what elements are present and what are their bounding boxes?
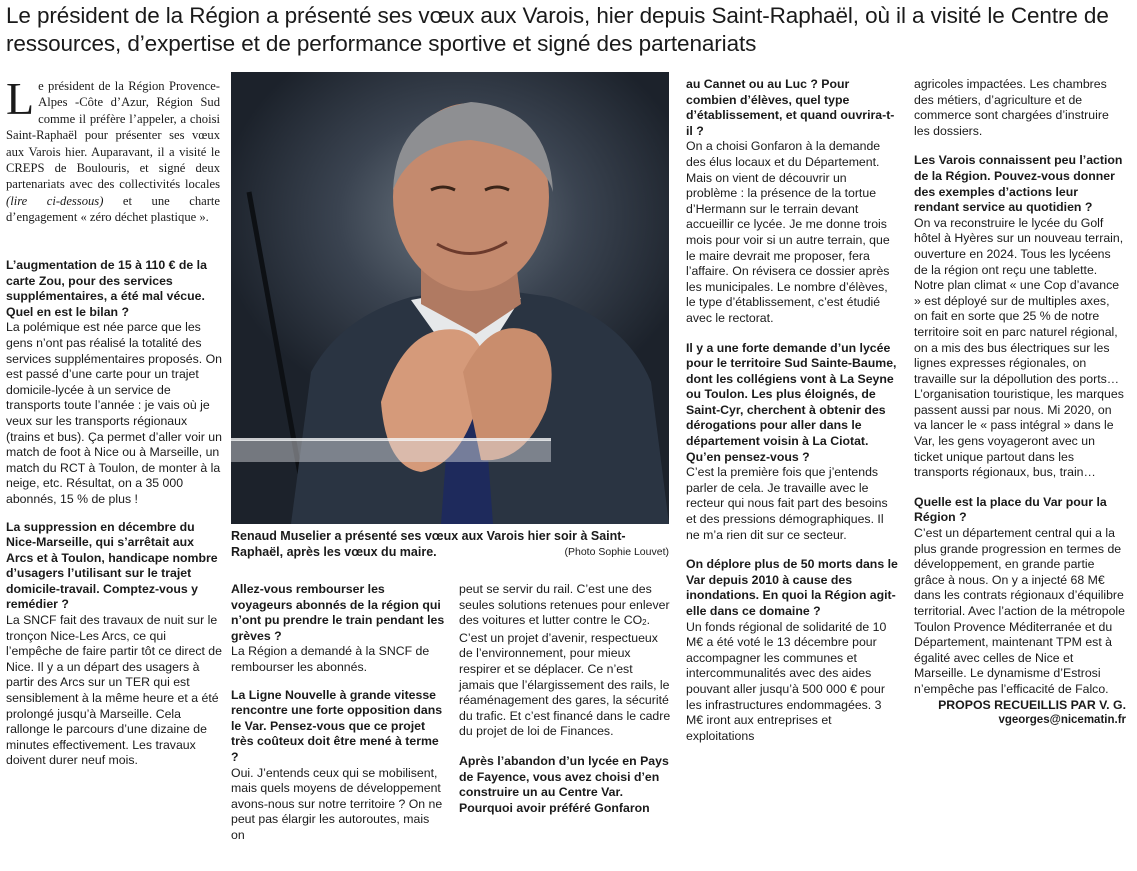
photo-illustration	[231, 72, 669, 524]
byline: PROPOS RECUEILLIS PAR V. G.	[938, 697, 1126, 712]
caption-text: Renaud Muselier a présenté ses vœux aux Varois hier soir à Saint-Raphaël, après les vœux du maire.	[231, 529, 626, 559]
column-2	[231, 582, 445, 844]
answer: La SNCF fait des travaux de nuit sur le tronçon Nice-Les Arcs, ce qui l’empêche de faire partir tôt ce direct de Nice. Il y a un départ des usagers à partir des Arcs sur un TER qui est sensiblement à la même heure et a été prolongé jusqu’à Marseille. Cela rallonge le parcours d’une dizaine de minutes effectivement. Les travaux doivent durer neuf mois.	[6, 613, 222, 768]
column-4	[686, 77, 898, 744]
author-email: vgeorges@nicematin.fr	[998, 714, 1126, 727]
answer: La Région a demandé à la SNCF de rembourser les abonnés.	[231, 644, 430, 674]
question: au Cannet ou au Luc ? Pour combien d’élèves, quel type d’établissement, et quand ouvrira-t-il ?	[686, 77, 895, 138]
photo-caption	[231, 528, 669, 560]
column-3	[459, 582, 671, 816]
question: La Ligne Nouvelle à grande vitesse rencontre une forte opposition dans le Var. Pensez-vous que ce projet très coûteux doit être mené à terme ?	[231, 687, 443, 764]
intro-text-end: et une charte d’engagement « zéro déchet plastique ».	[6, 193, 220, 225]
intro-aside: (lire ci-dessous)	[6, 193, 104, 208]
answer: Oui. J’entends ceux qui se mobilisent, mais quels moyens de développement avons-nous sur notre territoire ? On ne peut pas élargir les autoroutes, mais on	[231, 765, 443, 842]
answer: agricoles impactées. Les chambres des métiers, d’agriculture et de commerce sont chargées d’instruire les dossiers.	[914, 77, 1109, 138]
answer: Un fonds régional de solidarité de 10 M€ a été voté le 13 décembre pour accompagner les communes et intercommunalités avec des aides pouvant aller jusqu’à 500 000 € pour les infrastructures endommagées. 3 M€ iront aux entreprises et exploitations	[686, 619, 887, 743]
intro-text: e président de la Région Provence-Alpes -Côte d’Azur, Région Sud comme il préfère l’appeler, a choisi Saint-Raphaël pour présenter ses vœux aux Varois hier. Auparavant, il a visité le CREPS de Boulouris, et signé deux partenariats avec des collectivités locales	[6, 79, 220, 192]
photo-credit: (Photo Sophie Louvet)	[564, 546, 669, 558]
question: On déplore plus de 50 morts dans le Var depuis 2010 à cause des inondations. En quoi la Région agit-elle dans ce domaine ?	[686, 557, 898, 618]
answer: On a choisi Gonfaron à la demande des élus locaux et du Département. Mais on vient de découvrir un problème : la présence de la tortue d’Hermann sur le terrain devant accueillir ce lycée. Je me donne trois mois pour voir si un autre terrain, que le maire devrait me proposer, fera l’affaire. On révisera ce dossier après les municipales. Le nombre d’élèves, le type d’établissement, c’est étudié avec le rectorat.	[686, 139, 890, 325]
subscript: 2	[642, 618, 647, 628]
column-1	[6, 258, 222, 769]
answer: On va reconstruire le lycée du Golf hôtel à Hyères sur un nouveau terrain, ouverture en 2024. Tous les lycéens de la région ont reçu une tablette. Notre plan climat « une Cop d’avance » est déployé sur de multiples axes, on fait en sorte que 25 % de notre territoire soit en parc naturel régional, on a mis des bus électriques sur les lignes expresses régionales, on travaille sur la dépollution des ports… L’organisation touristique, les marques passent aussi par nous. Mi 2020, on va lancer le « pass intégral » dans le Var, les gens voyageront avec un ticket unique partout dans les transports régionaux, bus, train…	[914, 215, 1124, 480]
question: L’augmentation de 15 à 110 € de la carte Zou, pour des services supplémentaires, a été mal vécue. Quel en est le bilan ?	[6, 258, 207, 319]
answer: La polémique est née parce que les gens n’ont pas réalisé la totalité des services supplémentaires proposés. On est passé d’une carte pour un trajet domicile-lycée à un service de transports toute l’année : je vais où je veux sur les transports régionaux (trains et bus). Ça permet d’aller voir un match de foot à Nice ou à Marseille, un match du RCT à Toulon, de monter à la neige, etc. Résultat, on a 35 000 abonnés, 15 % de plus !	[6, 320, 222, 506]
answer-part: . C’est un projet d’avenir, respectueux de l’environnement, pour mieux respirer et se déplacer. Ce n’est jamais que l’élargissement des rails, le réaménagement des gares, la sécurité du trafic. Et c’est financé dans le cadre du projet de loi de Finances.	[459, 613, 671, 739]
dropcap: L	[6, 73, 35, 124]
answer: C’est la première fois que j’entends parler de cela. Je travaille avec le recteur qui nous fait part des besoins et des pressions démographiques. Il ne m’a rien dit sur ce secteur.	[686, 465, 888, 542]
question: Allez-vous rembourser les voyageurs abonnés de la région qui n’ont pu prendre le train pendant les grèves ?	[231, 582, 445, 643]
question: Après l’abandon d’un lycée en Pays de Fayence, vous avez choisi d’en construire un au Centre Var. Pourquoi avoir préféré Gonfaron	[459, 753, 669, 815]
intro-paragraph	[6, 73, 220, 226]
answer-part: peut se servir du rail. C’est une des seules solutions retenues pour enlever des voitures et lutter contre le CO	[459, 582, 670, 628]
headline: Le président de la Région a présenté ses vœux aux Varois, hier depuis Saint-Raphaël, où il a visité le Centre de ressources, d’expertise et de performance sportive et signé des partenariats	[6, 3, 1109, 56]
question: La suppression en décembre du Nice-Marseille, qui s’arrêtait aux Arcs et à Toulon, handicape nombre d’usagers l’utilisant sur le trajet domicile-travail. Comptez-vous y remédier ?	[6, 519, 218, 612]
photo	[231, 72, 669, 524]
column-5	[914, 77, 1126, 729]
answer	[459, 582, 671, 740]
question: Les Varois connaissent peu l’action de la Région. Pouvez-vous donner des exemples d’actions leur rendant service au quotidien ?	[914, 153, 1123, 215]
answer: C’est un département central qui a la plus grande progression en termes de développement, en grande partie grâce à nous. On y a injecté 68 M€ dans les contrats régionaux d’équilibre territorial. Avec l’action de la métropole Toulon Provence Méditerranée et du Département, maintenant TPM est à égalité avec celles de Nice et Marseille. Le dynamisme d’Estrosi n’empêche pas l’efficacité de Falco.	[914, 526, 1125, 696]
question: Il y a une forte demande d’un lycée pour le territoire Sud Sainte-Baume, dont les collégiens vont à La Seyne ou Toulon. Les plus éloignés, de Saint-Cyr, cherchent à obtenir des dérogations pour aller dans le département voisin à La Ciotat. Qu’en pensez-vous ?	[686, 340, 897, 464]
question: Quelle est la place du Var pour la Région ?	[914, 494, 1107, 525]
